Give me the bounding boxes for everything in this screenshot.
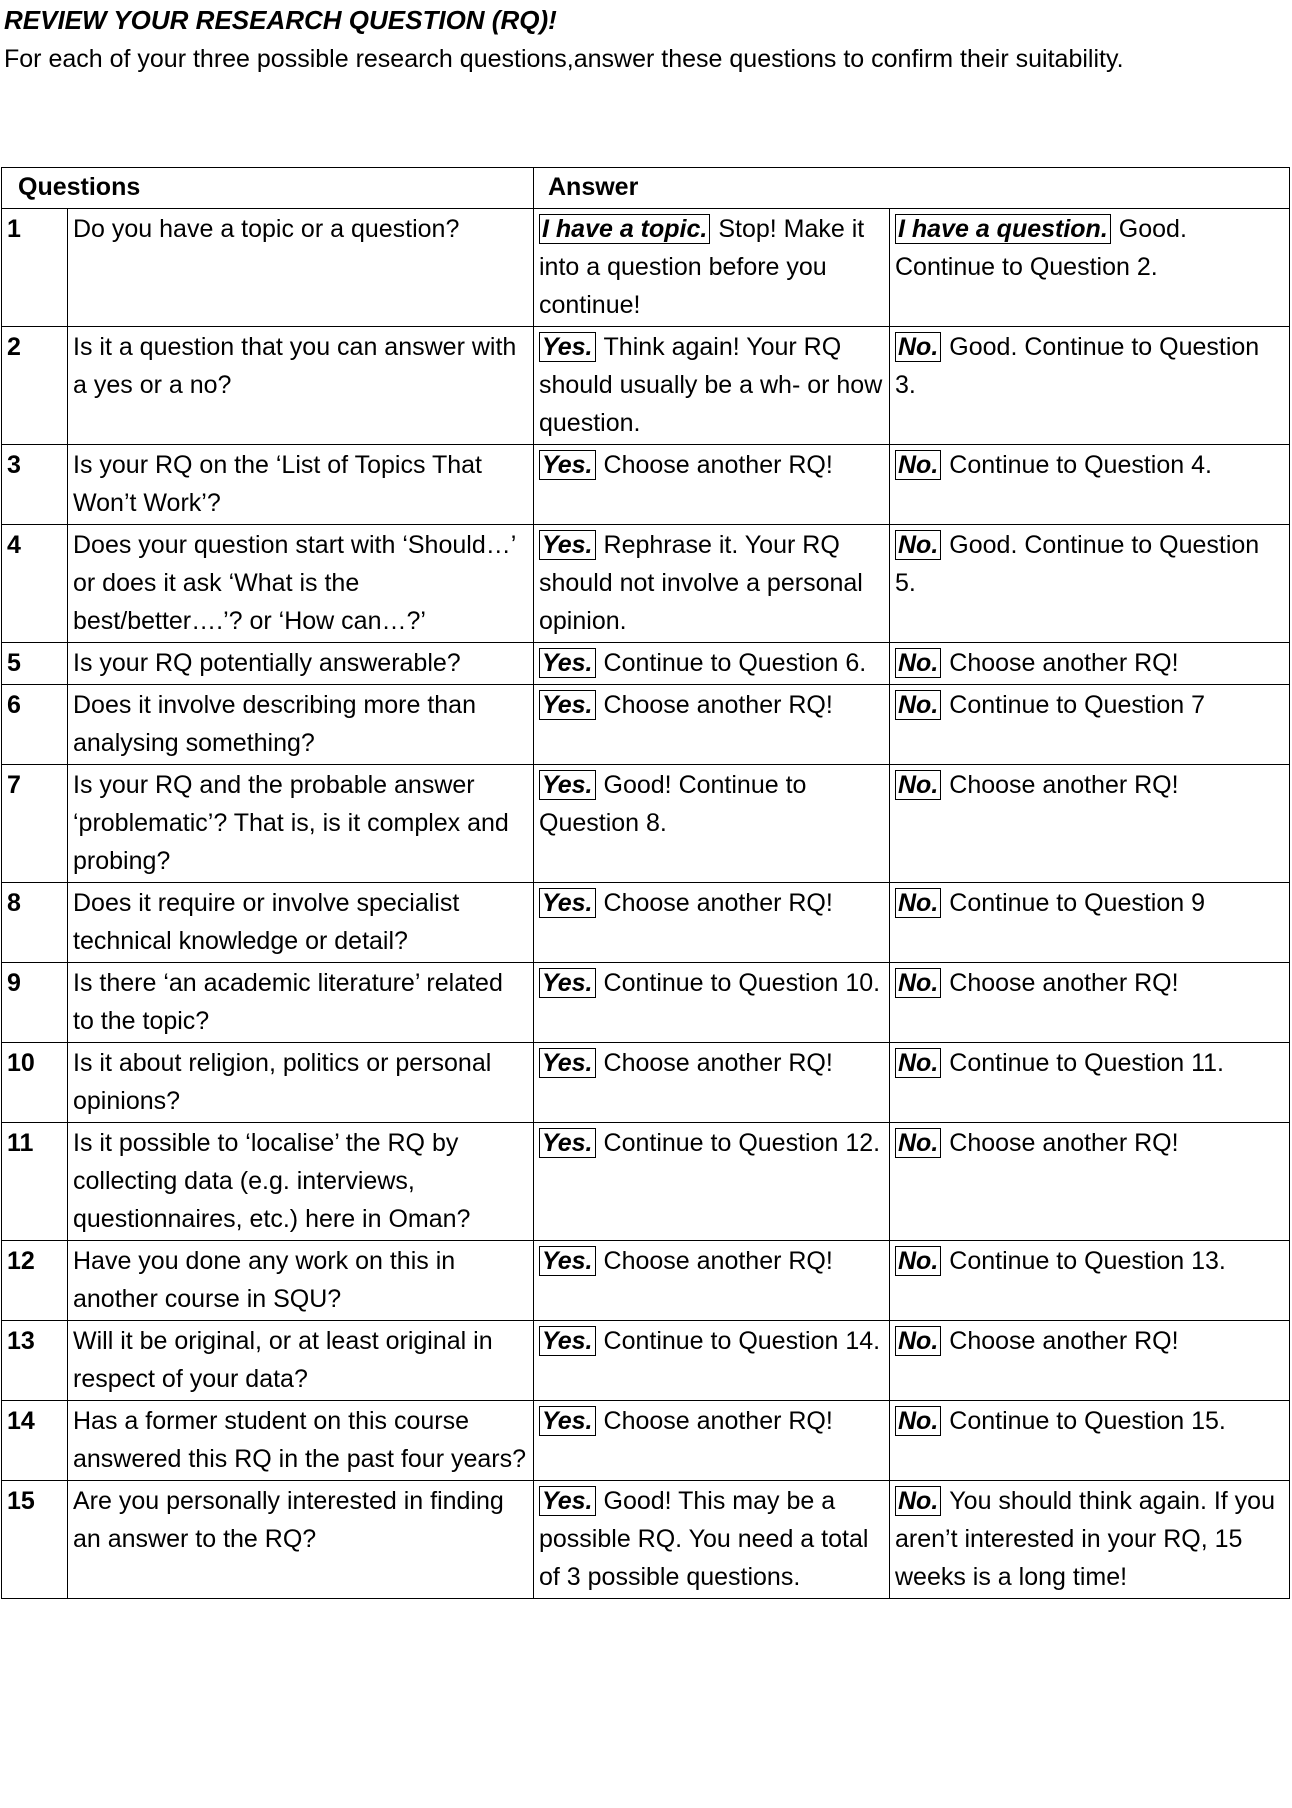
yes-answer-cell: [534, 445, 890, 525]
no-answer-key: No.: [895, 968, 941, 998]
question-text: Does your question start with ‘Should…’ or does it ask ‘What is the best/better….’? or ‘How can…?’: [68, 525, 534, 643]
yes-answer-text: Choose another RQ!: [603, 1407, 833, 1435]
question-number: 14: [2, 1401, 68, 1481]
no-answer-key: No.: [895, 1406, 941, 1436]
yes-answer-key: I have a topic.: [539, 214, 710, 244]
yes-answer-text: Choose another RQ!: [603, 1247, 833, 1275]
no-answer-key: No.: [895, 1326, 941, 1356]
yes-answer-key: Yes.: [539, 770, 596, 800]
no-answer-cell: [890, 525, 1290, 643]
yes-answer-key: Yes.: [539, 450, 596, 480]
no-answer-text: Choose another RQ!: [949, 771, 1179, 799]
no-answer-cell: [890, 1123, 1290, 1241]
yes-answer-cell: [534, 1401, 890, 1481]
no-answer-text: You should think again. If you aren’t interested in your RQ, 15 weeks is a long time!: [895, 1487, 1275, 1591]
rq-checklist-table: [1, 167, 1290, 1599]
yes-answer-text: Choose another RQ!: [603, 1049, 833, 1077]
yes-answer-cell: [534, 963, 890, 1043]
yes-answer-key: Yes.: [539, 530, 596, 560]
yes-answer-cell: [534, 685, 890, 765]
no-answer-cell: [890, 765, 1290, 883]
intro-paragraph: For each of your three possible research questions,answer these questions to confirm their suitability.: [4, 45, 1124, 73]
question-text: Have you done any work on this in another course in SQU?: [68, 1241, 534, 1321]
question-text: Has a former student on this course answered this RQ in the past four years?: [68, 1401, 534, 1481]
table-row: [2, 1321, 1290, 1401]
no-answer-cell: [890, 1401, 1290, 1481]
yes-answer-key: Yes.: [539, 1406, 596, 1436]
question-number: 2: [2, 327, 68, 445]
yes-answer-cell: [534, 883, 890, 963]
yes-answer-cell: [534, 1123, 890, 1241]
yes-answer-key: Yes.: [539, 1326, 596, 1356]
yes-answer-key: Yes.: [539, 968, 596, 998]
question-number: 8: [2, 883, 68, 963]
answer-header: Answer: [534, 168, 1290, 209]
yes-answer-cell: [534, 1241, 890, 1321]
yes-answer-cell: [534, 327, 890, 445]
question-text: Is it possible to ‘localise’ the RQ by collecting data (e.g. interviews, questionnaires, etc.) here in Oman?: [68, 1123, 534, 1241]
question-text: Is it a question that you can answer with a yes or a no?: [68, 327, 534, 445]
yes-answer-text: Choose another RQ!: [603, 691, 833, 719]
no-answer-text: Continue to Question 15.: [949, 1407, 1226, 1435]
table-row: [2, 1401, 1290, 1481]
question-number: 11: [2, 1123, 68, 1241]
yes-answer-key: Yes.: [539, 332, 596, 362]
table-row: [2, 765, 1290, 883]
yes-answer-cell: [534, 1481, 890, 1599]
no-answer-key: No.: [895, 1048, 941, 1078]
question-text: Do you have a topic or a question?: [68, 209, 534, 327]
question-text: Is your RQ potentially answerable?: [68, 643, 534, 685]
no-answer-cell: [890, 445, 1290, 525]
no-answer-cell: [890, 327, 1290, 445]
question-text: Is it about religion, politics or personal opinions?: [68, 1043, 534, 1123]
question-number: 9: [2, 963, 68, 1043]
yes-answer-key: Yes.: [539, 888, 596, 918]
yes-answer-cell: [534, 209, 890, 327]
yes-answer-key: Yes.: [539, 1246, 596, 1276]
yes-answer-key: Yes.: [539, 690, 596, 720]
no-answer-cell: [890, 963, 1290, 1043]
yes-answer-text: Choose another RQ!: [603, 889, 833, 917]
no-answer-key: No.: [895, 1246, 941, 1276]
table-row: [2, 883, 1290, 963]
table-row: [2, 327, 1290, 445]
question-number: 1: [2, 209, 68, 327]
no-answer-cell: [890, 209, 1290, 327]
no-answer-text: Good. Continue to Question 3.: [895, 333, 1260, 399]
table-row: [2, 525, 1290, 643]
no-answer-text: Continue to Question 9: [949, 889, 1206, 917]
no-answer-text: Choose another RQ!: [949, 1129, 1179, 1157]
table-row: [2, 1123, 1290, 1241]
yes-answer-cell: [534, 1043, 890, 1123]
no-answer-cell: [890, 1481, 1290, 1599]
yes-answer-text: Choose another RQ!: [603, 451, 833, 479]
no-answer-key: No.: [895, 450, 941, 480]
no-answer-text: Good. Continue to Question 2.: [895, 215, 1187, 281]
yes-answer-cell: [534, 525, 890, 643]
no-answer-text: Choose another RQ!: [949, 969, 1179, 997]
table-header-row: [2, 168, 1290, 209]
no-answer-cell: [890, 643, 1290, 685]
question-number: 12: [2, 1241, 68, 1321]
question-text: Does it require or involve specialist technical knowledge or detail?: [68, 883, 534, 963]
no-answer-key: No.: [895, 332, 941, 362]
table-row: [2, 1241, 1290, 1321]
yes-answer-key: Yes.: [539, 648, 596, 678]
no-answer-key: No.: [895, 888, 941, 918]
no-answer-text: Choose another RQ!: [949, 1327, 1179, 1355]
yes-answer-key: Yes.: [539, 1048, 596, 1078]
question-text: Is your RQ and the probable answer ‘problematic’? That is, is it complex and probing?: [68, 765, 534, 883]
yes-answer-text: Stop! Make it into a question before you continue!: [539, 215, 865, 319]
table-row: [2, 685, 1290, 765]
table-row: [2, 209, 1290, 327]
no-answer-cell: [890, 1321, 1290, 1401]
no-answer-cell: [890, 883, 1290, 963]
no-answer-text: Choose another RQ!: [949, 649, 1179, 677]
no-answer-text: Good. Continue to Question 5.: [895, 531, 1260, 597]
yes-answer-cell: [534, 643, 890, 685]
yes-answer-text: Continue to Question 6.: [603, 649, 867, 677]
question-number: 13: [2, 1321, 68, 1401]
question-number: 4: [2, 525, 68, 643]
yes-answer-text: Continue to Question 14.: [603, 1327, 881, 1355]
yes-answer-key: Yes.: [539, 1486, 596, 1516]
yes-answer-text: Continue to Question 10.: [603, 969, 881, 997]
table-row: [2, 445, 1290, 525]
yes-answer-text: Good! This may be a possible RQ. You need a total of 3 possible questions.: [539, 1487, 869, 1591]
no-answer-cell: [890, 1043, 1290, 1123]
no-answer-text: Continue to Question 11.: [949, 1049, 1225, 1077]
table-row: [2, 1481, 1290, 1599]
question-text: Will it be original, or at least original in respect of your data?: [68, 1321, 534, 1401]
questions-header: Questions: [2, 168, 534, 209]
question-number: 15: [2, 1481, 68, 1599]
no-answer-text: Continue to Question 13.: [949, 1247, 1226, 1275]
question-number: 3: [2, 445, 68, 525]
question-text: Are you personally interested in finding an answer to the RQ?: [68, 1481, 534, 1599]
no-answer-cell: [890, 685, 1290, 765]
table-row: [2, 963, 1290, 1043]
yes-answer-text: Good! Continue to Question 8.: [539, 771, 807, 837]
no-answer-text: Continue to Question 4.: [949, 451, 1212, 479]
no-answer-key: No.: [895, 1486, 941, 1516]
yes-answer-cell: [534, 1321, 890, 1401]
question-number: 7: [2, 765, 68, 883]
yes-answer-text: Continue to Question 12.: [603, 1129, 881, 1157]
question-text: Does it involve describing more than analysing something?: [68, 685, 534, 765]
table-row: [2, 643, 1290, 685]
no-answer-key: No.: [895, 1128, 941, 1158]
page-title: REVIEW YOUR RESEARCH QUESTION (RQ)!: [4, 5, 557, 35]
question-number: 6: [2, 685, 68, 765]
no-answer-key: No.: [895, 648, 941, 678]
yes-answer-text: Think again! Your RQ should usually be a wh- or how question.: [539, 333, 883, 437]
no-answer-text: Continue to Question 7: [949, 691, 1206, 719]
no-answer-cell: [890, 1241, 1290, 1321]
no-answer-key: No.: [895, 530, 941, 560]
no-answer-key: No.: [895, 690, 941, 720]
yes-answer-cell: [534, 765, 890, 883]
question-number: 5: [2, 643, 68, 685]
question-text: Is there ‘an academic literature’ related to the topic?: [68, 963, 534, 1043]
no-answer-key: No.: [895, 770, 941, 800]
yes-answer-key: Yes.: [539, 1128, 596, 1158]
no-answer-key: I have a question.: [895, 214, 1111, 244]
yes-answer-text: Rephrase it. Your RQ should not involve a personal opinion.: [539, 531, 863, 635]
question-text: Is your RQ on the ‘List of Topics That Won’t Work’?: [68, 445, 534, 525]
question-number: 10: [2, 1043, 68, 1123]
table-row: [2, 1043, 1290, 1123]
